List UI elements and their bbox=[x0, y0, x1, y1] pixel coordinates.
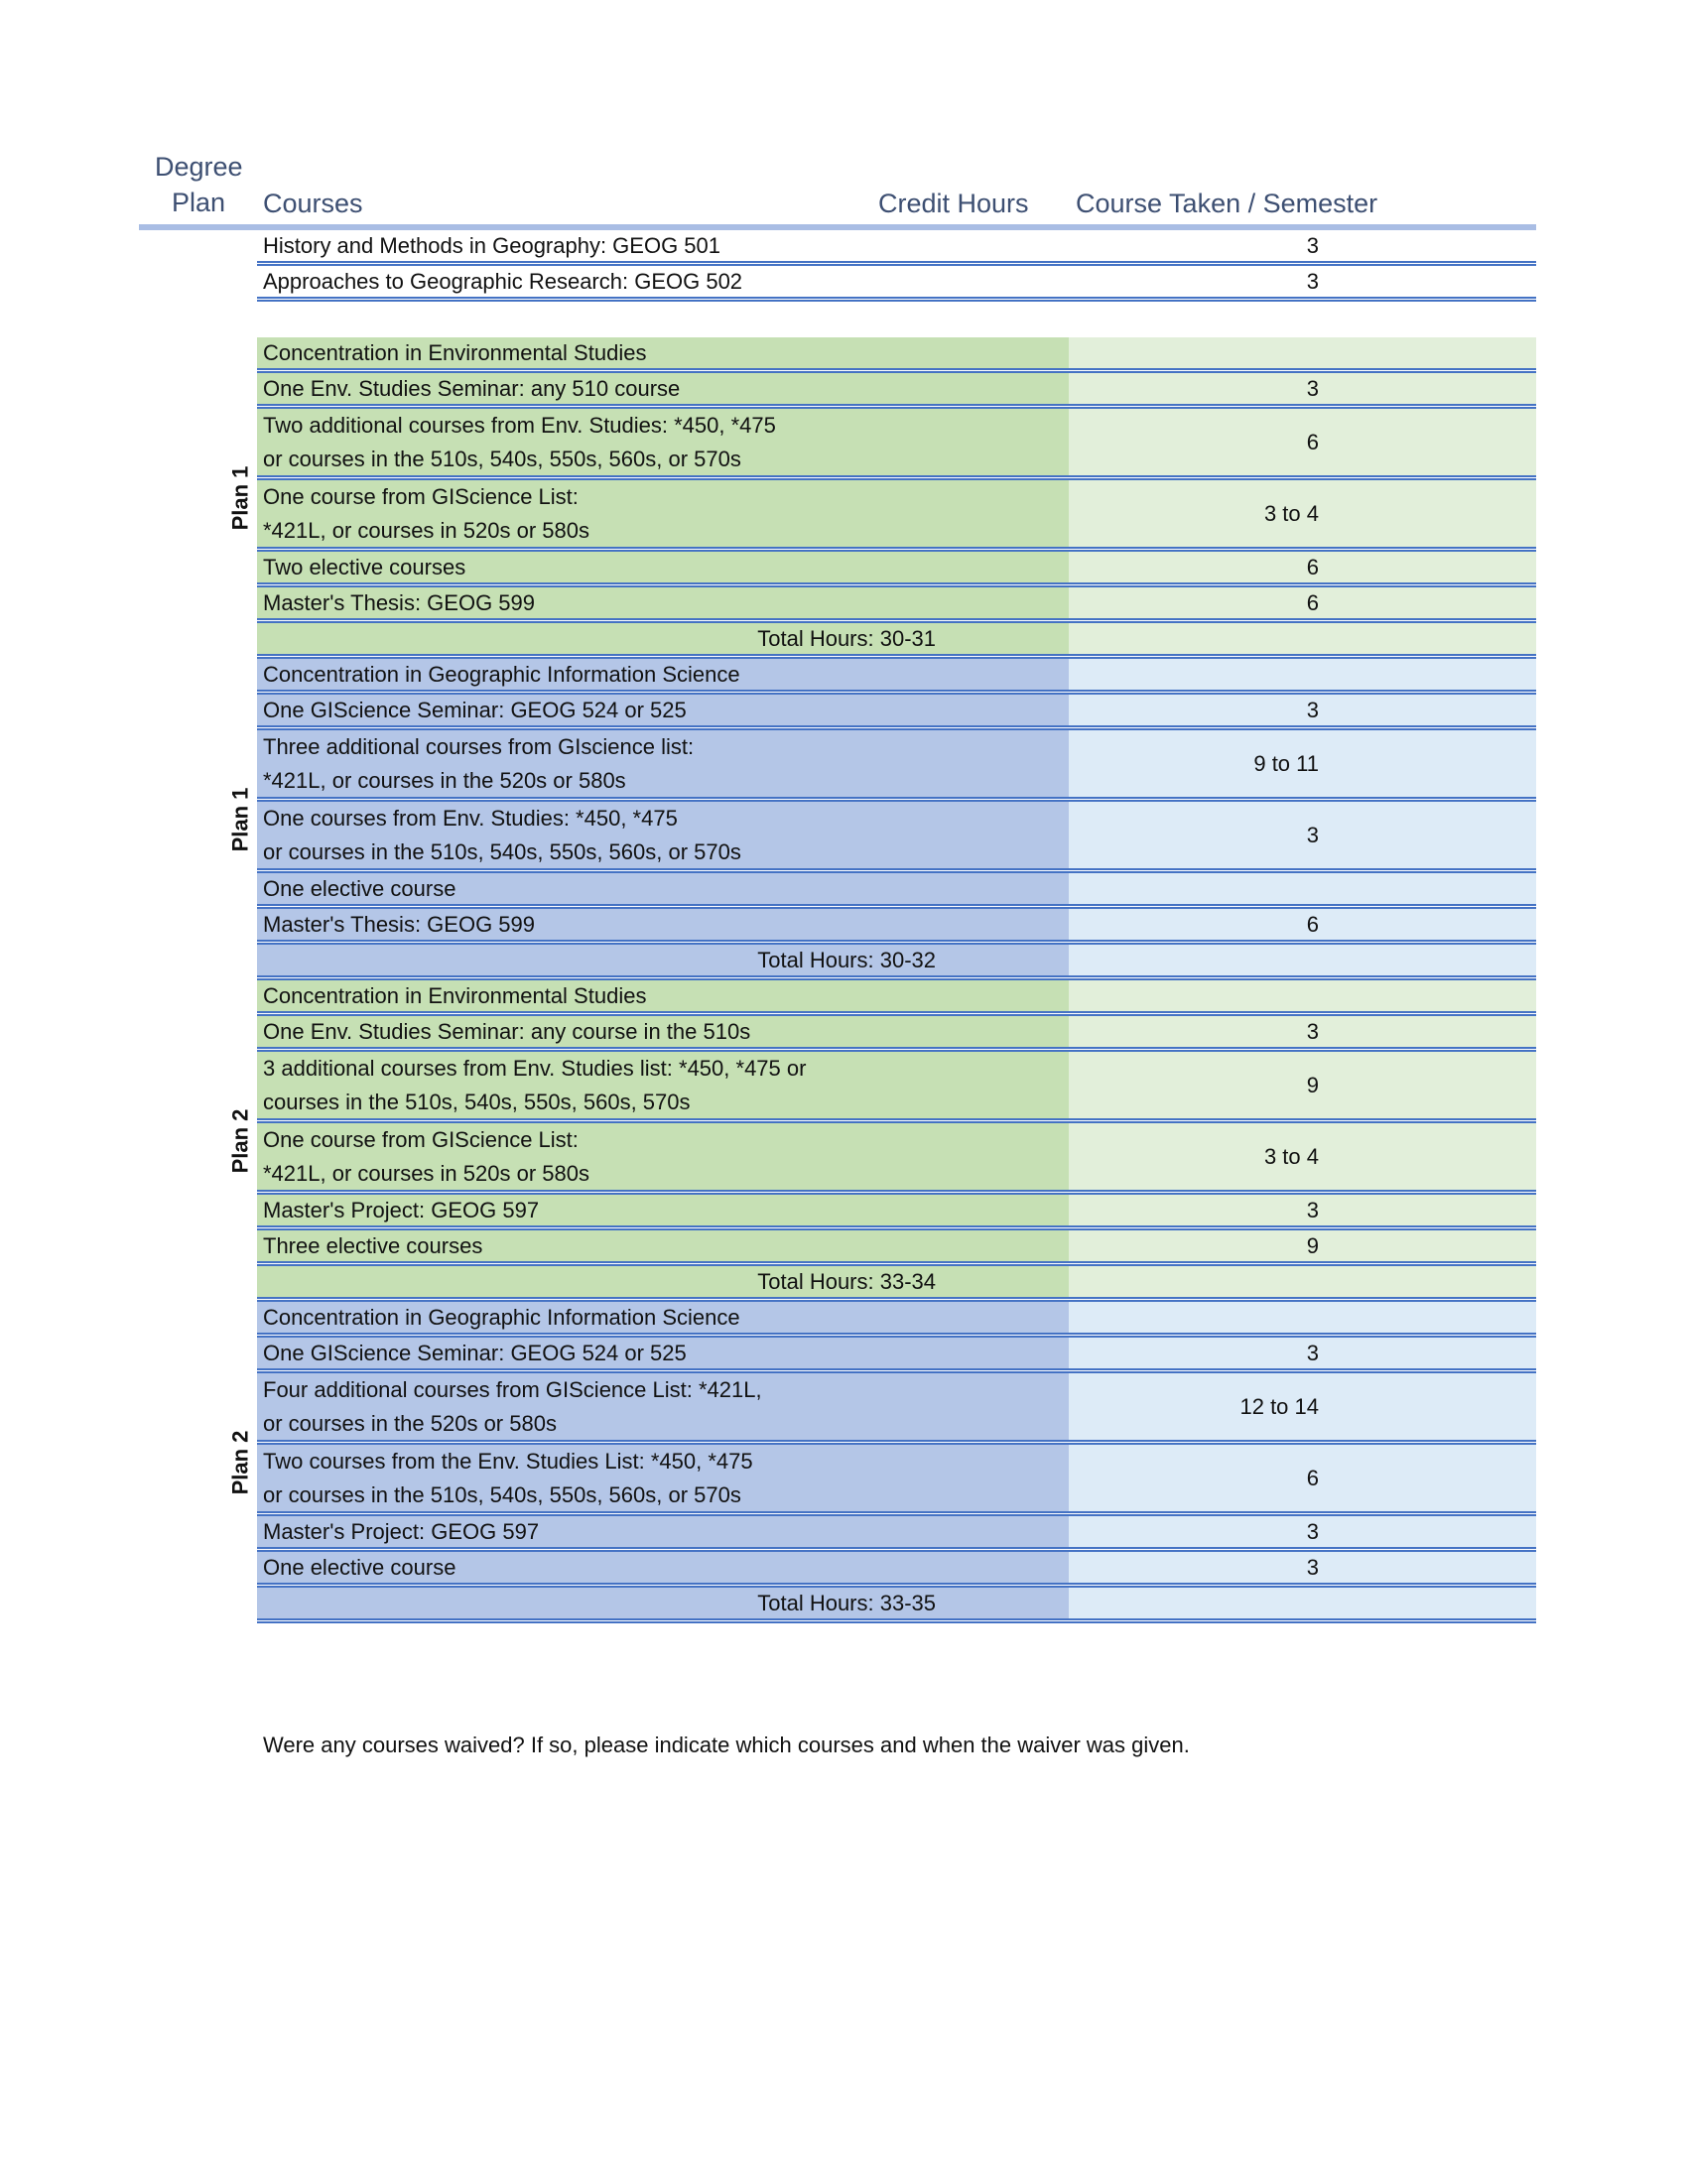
plan-label bbox=[220, 980, 260, 1302]
course-row bbox=[257, 802, 1536, 873]
course-taken-semester-cell[interactable] bbox=[1069, 1588, 1536, 1618]
course-cell bbox=[257, 695, 1069, 725]
course-taken-semester-cell[interactable] bbox=[1069, 945, 1536, 975]
course-row bbox=[257, 1123, 1536, 1195]
course-cell bbox=[257, 659, 1069, 690]
course-text: Master's Project: GEOG 597 bbox=[263, 1518, 540, 1544]
course-text: *421L, or courses in the 520s or 580s bbox=[263, 767, 626, 793]
course-cell bbox=[257, 1588, 1069, 1618]
courses-header: Courses bbox=[263, 189, 363, 218]
credit-hours-value: 6 bbox=[1306, 554, 1319, 579]
core-course-row bbox=[257, 230, 1536, 266]
course-text: Approaches to Geographic Research: GEOG 502 bbox=[263, 268, 743, 294]
credit-hours-value: 3 bbox=[1306, 1197, 1319, 1222]
course-cell bbox=[257, 1230, 1069, 1261]
course-cell bbox=[257, 802, 1069, 868]
course-cell bbox=[257, 1552, 1069, 1583]
course-text: One GIScience Seminar: GEOG 524 or 525 bbox=[263, 697, 687, 722]
course-text: Total Hours: 30-31 bbox=[757, 625, 936, 651]
course-text: Master's Thesis: GEOG 599 bbox=[263, 911, 536, 937]
course-cell bbox=[257, 373, 1069, 404]
course-text: History and Methods in Geography: GEOG 501 bbox=[263, 232, 721, 258]
course-text: Total Hours: 33-35 bbox=[757, 1590, 936, 1615]
course-taken-semester-cell[interactable] bbox=[1069, 1266, 1536, 1297]
total-hours-row bbox=[257, 1266, 1536, 1302]
credit-hours-cell bbox=[1069, 480, 1325, 547]
credit-hours-cell bbox=[1069, 373, 1325, 404]
course-cell bbox=[257, 730, 1069, 797]
course-text: Concentration in Environmental Studies bbox=[263, 339, 647, 365]
course-text: Three elective courses bbox=[263, 1232, 483, 1258]
course-cell bbox=[257, 587, 1069, 618]
credit-hours-cell bbox=[1069, 1302, 1325, 1333]
course-row bbox=[257, 909, 1536, 945]
credit-hours-cell bbox=[1069, 1338, 1325, 1368]
concentration-heading-row bbox=[257, 659, 1536, 695]
course-row bbox=[257, 1516, 1536, 1552]
course-text: Master's Project: GEOG 597 bbox=[263, 1197, 540, 1222]
credit-hours-cell bbox=[1069, 1123, 1325, 1190]
course-text: or courses in the 510s, 540s, 550s, 560s, or 570s bbox=[263, 1481, 741, 1507]
course-cell bbox=[257, 552, 1069, 582]
course-row bbox=[257, 695, 1536, 730]
course-text: or courses in the 510s, 540s, 550s, 560s, or 570s bbox=[263, 838, 741, 864]
course-text: One course from GIScience List: bbox=[263, 1126, 579, 1152]
credit-hours-value: 12 to 14 bbox=[1239, 1393, 1319, 1419]
course-cell bbox=[257, 909, 1069, 940]
course-row bbox=[257, 1016, 1536, 1052]
course-cell bbox=[257, 1373, 1069, 1440]
row-divider bbox=[257, 1618, 1536, 1623]
credit-hours-cell bbox=[1069, 337, 1325, 368]
credit-hours-value: 9 to 11 bbox=[1253, 750, 1319, 776]
course-text: Two elective courses bbox=[263, 554, 466, 579]
plan-label-text: Plan 1 bbox=[227, 465, 252, 531]
course-text: One course from GIScience List: bbox=[263, 483, 579, 509]
course-row bbox=[257, 1373, 1536, 1445]
credit-hours-value: 3 to 4 bbox=[1263, 500, 1319, 526]
credit-hours-cell bbox=[1069, 552, 1325, 582]
course-text: Four additional courses from GIScience List: *421L, bbox=[263, 1376, 762, 1402]
course-text: courses in the 510s, 540s, 550s, 560s, 570s bbox=[263, 1089, 691, 1114]
plan-label bbox=[220, 659, 260, 980]
course-cell bbox=[257, 980, 1069, 1011]
course-text: 3 additional courses from Env. Studies list: *450, *475 or bbox=[263, 1055, 807, 1081]
course-taken-semester-cell[interactable] bbox=[1069, 623, 1536, 654]
course-text: Concentration in Geographic Information Science bbox=[263, 661, 740, 687]
course-cell bbox=[257, 1302, 1069, 1333]
total-hours-row bbox=[257, 945, 1536, 980]
course-text: Three additional courses from GIscience list: bbox=[263, 733, 695, 759]
course-row bbox=[257, 552, 1536, 587]
course-row bbox=[257, 1195, 1536, 1230]
plan-label-text: Plan 2 bbox=[227, 1108, 252, 1174]
credit-hours-cell bbox=[1069, 659, 1325, 690]
course-row bbox=[257, 1338, 1536, 1373]
plan-label-text: Plan 1 bbox=[227, 787, 252, 852]
course-cell bbox=[257, 409, 1069, 475]
course-taken-header: Course Taken / Semester bbox=[1076, 189, 1378, 218]
credit-hours-header: Credit Hours bbox=[878, 189, 1029, 218]
course-text: One elective course bbox=[263, 1554, 456, 1580]
credit-hours-cell bbox=[1069, 873, 1325, 904]
course-cell bbox=[257, 945, 1069, 975]
credit-hours-value: 3 bbox=[1306, 1018, 1319, 1044]
concentration-heading-row bbox=[257, 1302, 1536, 1338]
credit-hours-value: 6 bbox=[1306, 1465, 1319, 1490]
course-row bbox=[257, 587, 1536, 623]
concentration-heading-row bbox=[257, 980, 1536, 1016]
credit-hours-cell bbox=[1069, 230, 1325, 261]
course-text: One Env. Studies Seminar: any 510 course bbox=[263, 375, 681, 401]
total-hours-row bbox=[257, 623, 1536, 659]
course-row bbox=[257, 730, 1536, 802]
course-text: Total Hours: 33-34 bbox=[757, 1268, 936, 1294]
credit-hours-value: 3 bbox=[1306, 232, 1319, 258]
credit-hours-value: 3 bbox=[1306, 822, 1319, 847]
course-text: One elective course bbox=[263, 875, 456, 901]
credit-hours-cell bbox=[1069, 730, 1325, 797]
course-text: *421L, or courses in 520s or 580s bbox=[263, 517, 589, 543]
credit-hours-value: 6 bbox=[1306, 429, 1319, 454]
course-text: or courses in the 520s or 580s bbox=[263, 1410, 557, 1436]
credit-hours-value: 9 bbox=[1306, 1072, 1319, 1097]
course-cell bbox=[257, 1445, 1069, 1511]
course-cell bbox=[257, 1338, 1069, 1368]
course-text: One GIScience Seminar: GEOG 524 or 525 bbox=[263, 1340, 687, 1365]
course-cell bbox=[257, 1052, 1069, 1118]
course-row bbox=[257, 480, 1536, 552]
course-cell bbox=[257, 230, 1069, 261]
plan-label-text: Plan 2 bbox=[227, 1430, 252, 1495]
course-row bbox=[257, 1052, 1536, 1123]
row-divider bbox=[257, 297, 1536, 302]
course-cell bbox=[257, 337, 1069, 368]
course-row bbox=[257, 409, 1536, 480]
credit-hours-cell bbox=[1069, 1373, 1325, 1440]
course-cell bbox=[257, 1516, 1069, 1547]
credit-hours-value: 3 bbox=[1306, 697, 1319, 722]
course-text: Total Hours: 30-32 bbox=[757, 947, 936, 972]
credit-hours-cell bbox=[1069, 909, 1325, 940]
credit-hours-cell bbox=[1069, 587, 1325, 618]
degree-plan-header: Degree Plan bbox=[155, 152, 243, 217]
credit-hours-cell bbox=[1069, 1516, 1325, 1547]
course-cell bbox=[257, 1123, 1069, 1190]
course-text: or courses in the 510s, 540s, 550s, 560s, or 570s bbox=[263, 446, 741, 471]
credit-hours-value: 3 bbox=[1306, 268, 1319, 294]
course-text: Two additional courses from Env. Studies: *450, *475 bbox=[263, 412, 776, 438]
course-text: *421L, or courses in 520s or 580s bbox=[263, 1160, 589, 1186]
course-row bbox=[257, 1445, 1536, 1516]
course-text: Master's Thesis: GEOG 599 bbox=[263, 589, 536, 615]
credit-hours-value: 3 to 4 bbox=[1263, 1143, 1319, 1169]
credit-hours-value: 9 bbox=[1306, 1232, 1319, 1258]
course-text: Concentration in Geographic Information Science bbox=[263, 1304, 740, 1330]
credit-hours-cell bbox=[1069, 1016, 1325, 1047]
course-cell bbox=[257, 480, 1069, 547]
degree-plan-table bbox=[257, 230, 1536, 1623]
credit-hours-value: 3 bbox=[1306, 1340, 1319, 1365]
waiver-question: Were any courses waived? If so, please indicate which courses and when the waiver was given. bbox=[263, 1733, 1190, 1757]
credit-hours-cell bbox=[1069, 802, 1325, 868]
credit-hours-cell bbox=[1069, 695, 1325, 725]
plan-label bbox=[220, 337, 260, 659]
credit-hours-cell bbox=[1069, 980, 1325, 1011]
course-text: Concentration in Environmental Studies bbox=[263, 982, 647, 1008]
credit-hours-value: 6 bbox=[1306, 911, 1319, 937]
credit-hours-cell bbox=[1069, 1195, 1325, 1225]
course-row bbox=[257, 1230, 1536, 1266]
course-text: Two courses from the Env. Studies List: *450, *475 bbox=[263, 1448, 753, 1474]
credit-hours-cell bbox=[1069, 266, 1325, 297]
credit-hours-value: 3 bbox=[1306, 375, 1319, 401]
course-text: One courses from Env. Studies: *450, *475 bbox=[263, 805, 678, 831]
credit-hours-cell bbox=[1069, 1445, 1325, 1511]
course-row bbox=[257, 373, 1536, 409]
course-cell bbox=[257, 1016, 1069, 1047]
core-course-row bbox=[257, 266, 1536, 302]
concentration-heading-row bbox=[257, 337, 1536, 373]
course-row bbox=[257, 873, 1536, 909]
course-cell bbox=[257, 1195, 1069, 1225]
course-cell bbox=[257, 266, 1069, 297]
credit-hours-value: 3 bbox=[1306, 1554, 1319, 1580]
credit-hours-value: 6 bbox=[1306, 589, 1319, 615]
course-row bbox=[257, 1552, 1536, 1588]
course-cell bbox=[257, 1266, 1069, 1297]
credit-hours-cell bbox=[1069, 1230, 1325, 1261]
credit-hours-cell bbox=[1069, 1552, 1325, 1583]
credit-hours-cell bbox=[1069, 409, 1325, 475]
course-text: One Env. Studies Seminar: any course in the 510s bbox=[263, 1018, 751, 1044]
course-cell bbox=[257, 623, 1069, 654]
course-cell bbox=[257, 873, 1069, 904]
credit-hours-value: 3 bbox=[1306, 1518, 1319, 1544]
credit-hours-cell bbox=[1069, 1052, 1325, 1118]
plan-label bbox=[220, 1302, 260, 1623]
total-hours-row bbox=[257, 1588, 1536, 1623]
